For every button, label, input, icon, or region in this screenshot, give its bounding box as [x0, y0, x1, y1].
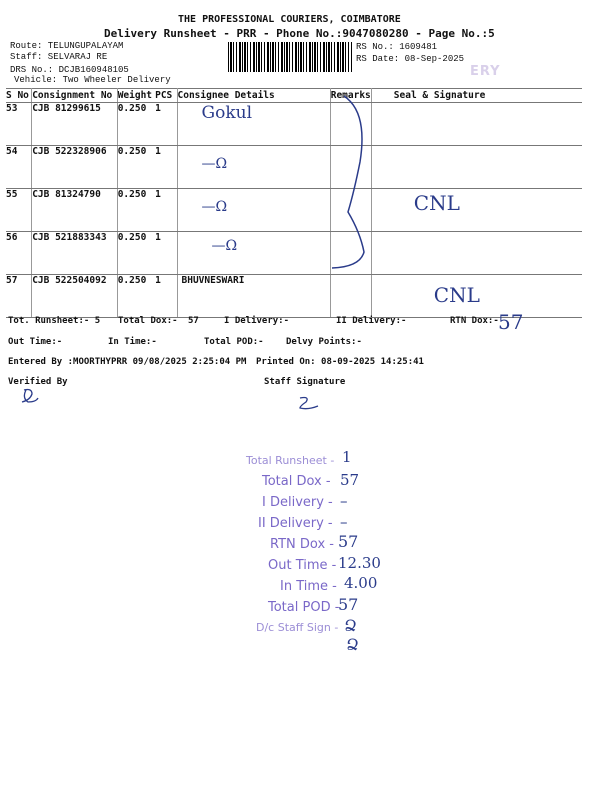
- tot-runsheet: Tot. Runsheet:- 5: [8, 316, 101, 326]
- row-consignment: CJB 81324790: [32, 189, 118, 232]
- table-row: [6, 146, 582, 189]
- stamp-label: I Delivery -: [262, 495, 333, 510]
- verified-by-label: Verified By: [8, 377, 68, 387]
- row-sno: 57: [6, 275, 32, 318]
- delvy-points-label: Delvy Points:-: [286, 337, 362, 347]
- stamp-label: D/c Staff Sign -: [256, 621, 339, 634]
- row-consignee: BHUVNESWARI: [177, 275, 330, 318]
- stamp-line: [236, 534, 406, 555]
- row-pcs: 1: [155, 103, 177, 146]
- row-sno: 54: [6, 146, 32, 189]
- header-seal: Seal & Signature: [371, 89, 582, 103]
- rs-number: RS No.: 1609481: [356, 42, 438, 52]
- route-label: Route: TELUNGUPALAYAM: [10, 41, 124, 51]
- stamp-label: Out Time -: [268, 558, 337, 573]
- entered-by: Entered By :MOORTHYPRR 09/08/2025 2:25:04 PM: [8, 357, 247, 367]
- header-pcs: PCS: [155, 89, 177, 103]
- company-title: THE PROFESSIONAL COURIERS, COIMBATORE: [178, 14, 401, 25]
- row-weight: 0.250: [117, 146, 155, 189]
- vehicle-label: Vehicle: Two Wheeler Delivery: [14, 75, 171, 85]
- stamp-line: [236, 471, 406, 492]
- seal-handwriting: CNL: [413, 191, 460, 215]
- stamp-value: Ձ: [346, 635, 359, 654]
- stamp-label: II Delivery -: [258, 516, 333, 531]
- row-sno: 55: [6, 189, 32, 232]
- row-sno: 53: [6, 103, 32, 146]
- row-consignment: CJB 521883343: [32, 232, 118, 275]
- out-time-label: Out Time:-: [8, 337, 63, 347]
- stamp-label: In Time -: [280, 579, 337, 594]
- row-sno: 56: [6, 232, 32, 275]
- row-seal: [371, 103, 582, 146]
- row-consignment: CJB 522328906: [32, 146, 118, 189]
- runsheet-table: [6, 88, 582, 318]
- stamp-line: [236, 555, 406, 576]
- printed-on: Printed On: 08-09-2025 14:25:41: [256, 357, 424, 367]
- row-pcs: 1: [155, 232, 177, 275]
- header-sno: S No: [6, 89, 32, 103]
- consignee-handwriting: —Ω: [201, 156, 228, 172]
- stamp-line: [236, 635, 406, 660]
- verifier-signature-icon: [18, 386, 42, 406]
- stamp-label: RTN Dox -: [270, 537, 334, 552]
- remarks-bracket-icon: [330, 92, 378, 272]
- stamp-value: –: [340, 513, 348, 531]
- summary-stamp: [236, 450, 406, 660]
- rtn-dox-label: RTN Dox:-: [450, 316, 499, 326]
- total-pod-label: Total POD:-: [204, 337, 264, 347]
- table-row: [6, 275, 582, 318]
- table-row: [6, 189, 582, 232]
- drs-number: DRS No.: DCJB160948105: [10, 65, 129, 75]
- row-seal: [371, 232, 582, 275]
- total-dox-value: 57: [188, 316, 199, 326]
- total-dox-label: Total Dox:-: [118, 316, 178, 326]
- stamp-value: Ձ: [344, 616, 357, 635]
- table-row: [6, 232, 582, 275]
- stamp-line: [236, 576, 406, 597]
- stamp-line: [236, 618, 406, 639]
- seal-handwriting: CNL: [433, 283, 480, 307]
- row-pcs: 1: [155, 189, 177, 232]
- in-time-label: In Time:-: [108, 337, 157, 347]
- staff-signature-icon: [294, 394, 322, 412]
- stamp-value: 57: [338, 595, 359, 614]
- row-consignee: [177, 232, 330, 275]
- header-remarks: Remarks: [330, 90, 371, 101]
- stamp-label: Total Dox -: [262, 474, 331, 489]
- header-weight: Weight: [117, 89, 155, 103]
- row-consignment: CJB 81299615: [32, 103, 118, 146]
- faint-stamp: ERY: [470, 64, 501, 79]
- row-weight: 0.250: [117, 232, 155, 275]
- consignee-handwriting: Gokul: [201, 103, 253, 123]
- row-remarks: [330, 275, 371, 318]
- rtn-dox-handwritten: 57: [498, 310, 524, 334]
- stamp-label: Total Runsheet -: [246, 454, 335, 467]
- staff-signature-label: Staff Signature: [264, 377, 346, 387]
- row-consignee: [177, 146, 330, 189]
- table-header-row: [6, 89, 582, 103]
- stamp-value: 4.00: [344, 574, 378, 592]
- header-consignee: Consignee Details: [177, 89, 330, 103]
- stamp-line: [236, 513, 406, 534]
- table-row: [6, 103, 582, 146]
- row-consignee: [177, 103, 330, 146]
- ii-delivery-label: II Delivery:-: [336, 316, 407, 326]
- row-pcs: 1: [155, 146, 177, 189]
- barcode-image: [228, 42, 352, 72]
- stamp-label: Total POD -: [268, 600, 340, 615]
- stamp-value: 57: [340, 471, 360, 489]
- runsheet-subtitle: Delivery Runsheet - PRR - Phone No.:9047080280 - Page No.:5: [104, 27, 495, 40]
- stamp-value: –: [340, 492, 348, 510]
- stamp-line: [236, 597, 406, 618]
- stamp-value: 12.30: [338, 554, 381, 572]
- header-consignment: Consignment No: [32, 89, 118, 103]
- stamp-value: 1: [342, 448, 352, 466]
- consignee-handwriting: —Ω: [211, 238, 238, 254]
- i-delivery-label: I Delivery:-: [224, 316, 290, 326]
- rs-date: RS Date: 08-Sep-2025: [356, 54, 465, 64]
- row-seal: [371, 146, 582, 189]
- consignee-handwriting: —Ω: [201, 199, 228, 215]
- staff-label: Staff: SELVARAJ RE: [10, 52, 108, 62]
- row-weight: 0.250: [117, 103, 155, 146]
- row-weight: 0.250: [117, 189, 155, 232]
- row-seal: [371, 189, 582, 232]
- row-pcs: 1: [155, 275, 177, 318]
- stamp-line: [236, 450, 406, 471]
- row-seal: [371, 275, 582, 318]
- row-consignment: CJB 522504092: [32, 275, 118, 318]
- row-consignee: [177, 189, 330, 232]
- stamp-line: [236, 492, 406, 513]
- row-weight: 0.250: [117, 275, 155, 318]
- stamp-value: 57: [338, 532, 359, 551]
